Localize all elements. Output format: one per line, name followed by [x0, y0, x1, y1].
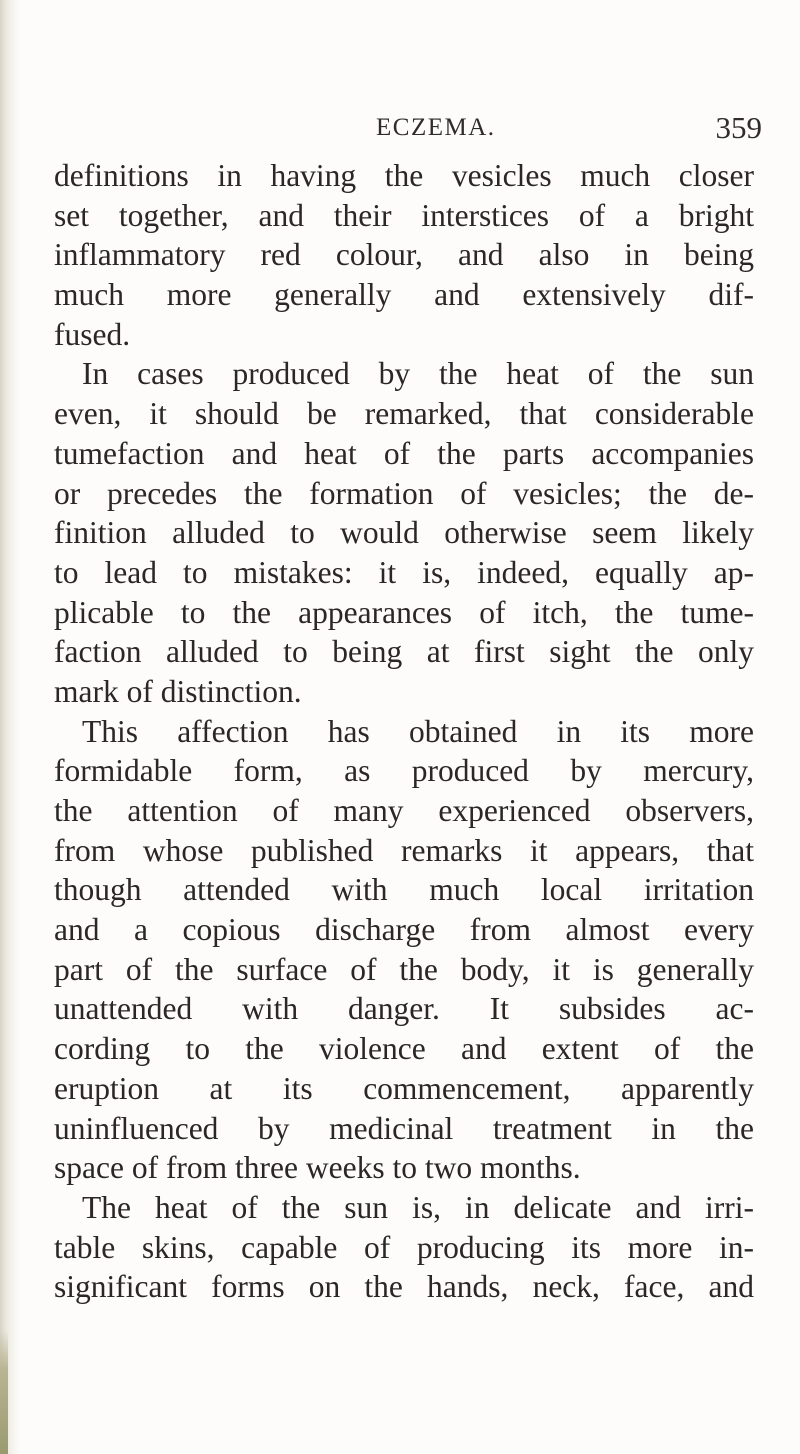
body-text — [54, 156, 754, 1307]
text-line: space of from three weeks to two months. — [54, 1150, 581, 1186]
text-line: eruption at its commencement, apparently — [54, 1070, 754, 1106]
text-line: finition alluded to would otherwise seem likely — [54, 515, 754, 551]
text-line: significant forms on the hands, neck, face, and — [54, 1269, 754, 1305]
text-line: even, it should be remarked, that considerable — [54, 396, 754, 432]
text-line: formidable form, as produced by mercury, — [54, 753, 754, 789]
text-line: part of the surface of the body, it is generally — [54, 951, 754, 987]
text-line: faction alluded to being at first sight the only — [54, 634, 754, 670]
page-spine-shadow — [0, 0, 20, 1454]
text-line: to lead to mistakes: it is, indeed, equally ap- — [54, 554, 754, 590]
text-line: and a copious discharge from almost every — [54, 912, 754, 948]
text-line: This affection has obtained in its more — [82, 713, 754, 749]
page-edge-stain — [0, 1330, 8, 1454]
text-line: table skins, capable of producing its more in- — [54, 1229, 754, 1265]
text-line: the attention of many experienced observers, — [54, 793, 754, 828]
text-line: from whose published remarks it appears, that — [54, 832, 754, 868]
page-number: 359 — [715, 110, 762, 145]
running-head — [36, 110, 780, 154]
text-line: fused. — [54, 316, 131, 352]
text-line: The heat of the sun is, in delicate and irri- — [82, 1189, 754, 1225]
text-line: though attended with much local irritation — [54, 872, 754, 908]
text-line: definitions in having the vesicles much closer — [54, 158, 754, 193]
text-line: uninfluenced by medicinal treatment in the — [54, 1110, 754, 1146]
text-line: inflammatory red colour, and also in being — [54, 237, 754, 273]
running-title: ECZEMA. — [376, 114, 496, 141]
text-line: set together, and their interstices of a bright — [54, 197, 754, 233]
text-line: much more generally and extensively dif- — [54, 277, 754, 313]
text-line: In cases produced by the heat of the sun — [82, 356, 754, 392]
text-line: unattended with danger. It subsides ac- — [54, 991, 754, 1027]
text-line: plicable to the appearances of itch, the tume- — [54, 594, 754, 630]
text-line: mark of distinction. — [54, 673, 302, 709]
text-line: or precedes the formation of vesicles; the de- — [54, 475, 754, 511]
text-line: cording to the violence and extent of the — [54, 1031, 754, 1067]
text-line: tumefaction and heat of the parts accompanies — [54, 435, 754, 471]
